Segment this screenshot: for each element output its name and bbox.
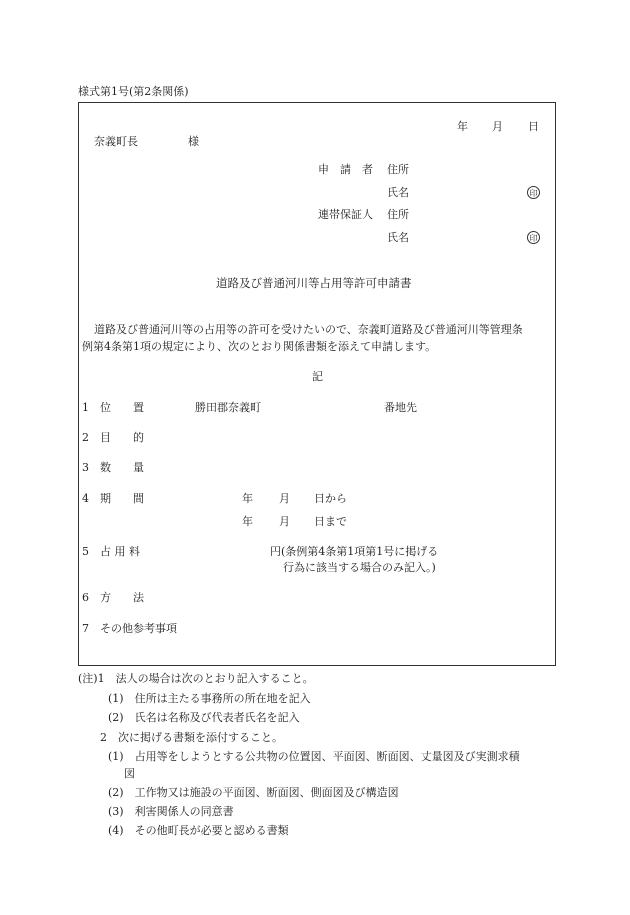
item-method-number: 6	[82, 591, 89, 604]
item-purpose-label: 目 的	[100, 431, 144, 444]
period-from-year[interactable]: 年	[242, 492, 253, 505]
note-1-2: (2) 氏名は名称及び代表者氏名を記入	[108, 711, 300, 724]
period-to-year[interactable]: 年	[242, 515, 253, 528]
note-2: 2 次に掲げる書類を添付すること。	[100, 731, 283, 744]
note-2-1-line1: (1) 占用等をしようとする公共物の位置図、平面図、断面図、丈量図及び実測求積	[108, 750, 520, 763]
note-2-3: (3) 利害関係人の同意書	[108, 805, 234, 818]
item-location-label: 位 置	[100, 401, 144, 414]
period-to-month[interactable]: 月	[279, 515, 290, 528]
item-location-number: 1	[82, 401, 89, 414]
note-2-4: (4) その他町長が必要と認める書類	[108, 824, 289, 837]
date-year[interactable]: 年	[457, 120, 468, 133]
fee-note-line1: 円(条例第4条第1項第1号に掲げる	[270, 545, 439, 558]
application-form-box	[78, 102, 556, 666]
period-from-month[interactable]: 月	[279, 492, 290, 505]
guarantor-name-label: 氏名	[387, 231, 409, 244]
item-location-value[interactable]: 勝田郡奈義町	[195, 401, 261, 414]
ki-heading: 記	[312, 370, 323, 383]
applicant-label: 申 請 者	[318, 163, 373, 176]
applicant-address-label: 住所	[387, 163, 409, 176]
document-title: 道路及び普通河川等占用等許可申請書	[216, 276, 412, 290]
item-purpose-number: 2	[82, 431, 89, 444]
note-1-1: (1) 住所は主たる事務所の所在地を記入	[108, 692, 311, 705]
addressee-honorific: 様	[188, 135, 199, 148]
guarantor-address-label: 住所	[387, 208, 409, 221]
item-quantity-number: 3	[82, 461, 89, 474]
item-location-suffix: 番地先	[384, 401, 417, 414]
item-period-label: 期 間	[100, 492, 144, 505]
fee-note-line2: 行為に該当する場合のみ記入。)	[283, 561, 436, 574]
note-2-2: (2) 工作物又は施設の平面図、断面図、側面図及び構造図	[108, 786, 399, 799]
form-number: 様式第1号(第2条関係)	[78, 85, 189, 98]
guarantor-seal-icon: 印	[527, 231, 540, 244]
item-fee-number: 5	[82, 545, 89, 558]
addressee-name: 奈義町長	[94, 135, 138, 148]
item-other-number: 7	[82, 622, 89, 635]
note-1: (注)1 法人の場合は次のとおり記入すること。	[78, 672, 314, 685]
date-month[interactable]: 月	[492, 120, 503, 133]
item-method-label: 方 法	[100, 591, 144, 604]
applicant-seal-icon: 印	[527, 186, 540, 199]
item-quantity-label: 数 量	[100, 461, 144, 474]
period-from-suffix: 日から	[314, 492, 347, 505]
item-fee-label: 占 用 料	[100, 545, 140, 558]
body-text-line2: 例第4条第1項の規定により、次のとおり関係書類を添えて申請します。	[82, 340, 437, 353]
guarantor-label: 連帯保証人	[318, 208, 373, 221]
body-text-line1: 道路及び普通河川等の占用等の許可を受けたいので、奈義町道路及び普通河川等管理条	[94, 323, 523, 336]
period-to-suffix: 日まで	[314, 515, 347, 528]
note-2-1-line2: 図	[124, 767, 135, 780]
item-period-number: 4	[82, 492, 89, 505]
date-day[interactable]: 日	[528, 120, 539, 133]
item-other-label: その他参考事項	[100, 622, 177, 635]
applicant-name-label: 氏名	[387, 186, 409, 199]
